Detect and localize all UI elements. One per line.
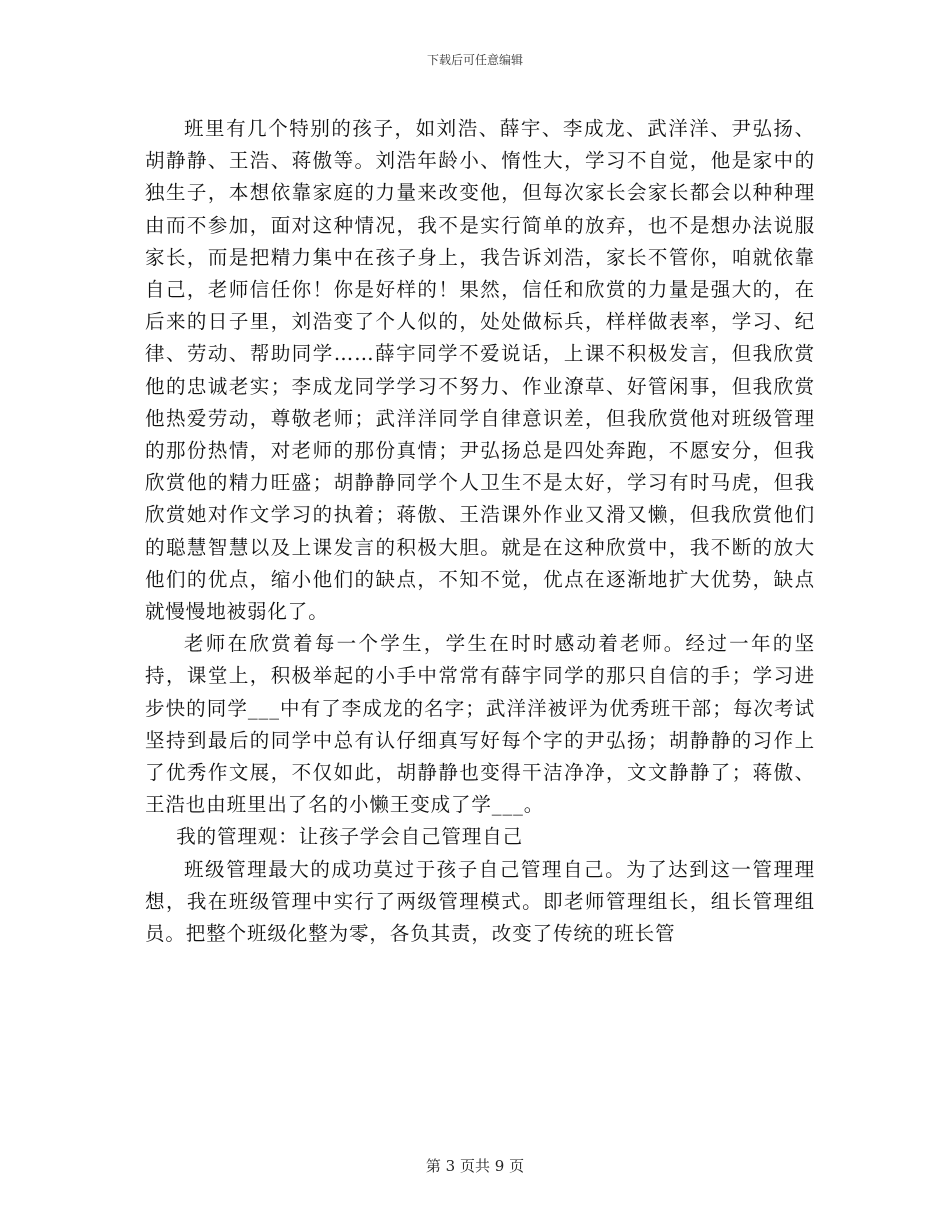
paragraph-praise-students: 班里有几个特别的孩子，如刘浩、薛宇、李成龙、武洋洋、尹弘扬、胡静静、王浩、蒋傲等。刘浩年龄小、惰性大，学习不自觉，他是家中的独生子，本想依靠家庭的力量来改变他，但每次家长会家长都会以种种理由而不参加，面对这种情况，我不是实行简单的放弃，也不是想办法说服家长，而是把精力集中在孩子身上，我告诉刘浩，家长不管你，咱就依靠自己，老师信任你！你是好样的！果然，信任和欣赏的力量是强大的，在后来的日子里，刘浩变了个人似的，处处做标兵，样样做表率，学习、纪律、劳动、帮助同学……薛宇同学不爱说话，上课不积极发言，但我欣赏他的忠诚老实；李成龙同学学习不努力、作业潦草、好管闲事，但我欣赏他热爱劳动，尊敬老师；武洋洋同学自律意识差，但我欣赏他对班级管理的那份热情，对老师的那份真情；尹弘扬总是四处奔跑，不愿安分，但我欣赏他的精力旺盛；胡静静同学个人卫生不是太好，学习有时马虎，但我欣赏她对作文学习的执着；蒋傲、王浩课外作业又滑又懒，但我欣赏他们的聪慧智慧以及上课发言的积极大胆。就是在这种欣赏中，我不断的放大他们的优点，缩小他们的缺点，不知不觉，优点在逐渐地扩大优势，缺点就慢慢地被弱化了。 [145,117,815,624]
paragraph-teacher-appreciation: 老师在欣赏着每一个学生，学生在时时感动着老师。经过一年的坚持，课堂上，积极举起的小手中常常有薛宇同学的那只自信的手；学习进步快的同学___中有了李成龙的名字；武洋洋被评为优秀班干部；每次考试坚持到最后的同学中总有认仔细真写好每个字的尹弘扬；胡静静的习作上了优秀作文展，不仅如此，胡静静也变得干洁净净，文文静静了；蒋傲、王浩也由班里出了名的小懒王变成了学___。 [145,632,815,817]
paragraph-class-management: 班级管理最大的成功莫过于孩子自己管理自己。为了达到这一管理理想，我在班级管理中实行了两级管理模式。即老师管理组长，组长管理组员。把整个班级化整为零，各负其责，改变了传统的班长管 [145,857,815,946]
page-header: 下载后可任意编辑 [426,53,523,67]
section-heading-management-view: 我的管理观：让孩子学会自己管理自己 [176,825,523,849]
page-number: 第 3 页共 9 页 [425,1157,525,1175]
document-body [145,113,815,950]
